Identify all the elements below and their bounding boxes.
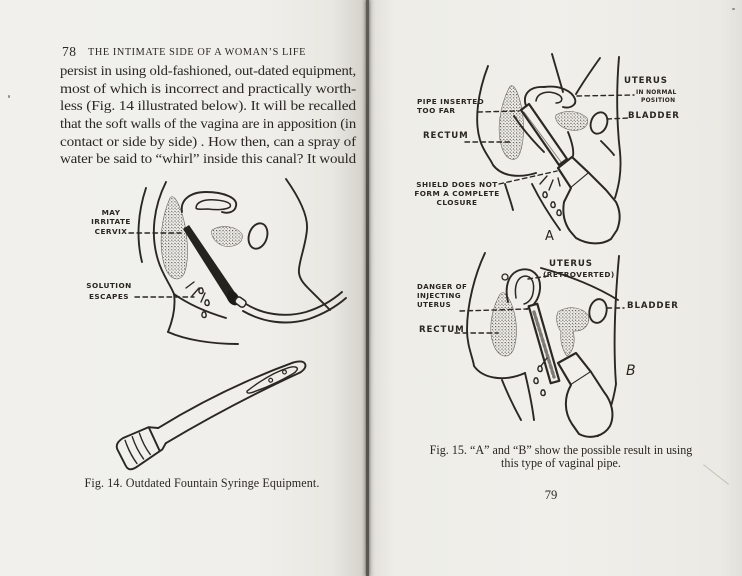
label-pipe-inserted: PIPE INSERTED TOO FAR bbox=[417, 97, 485, 116]
diagram-a-letter: A bbox=[545, 229, 554, 244]
body-line: most of which is incorrect and practically worth- bbox=[60, 80, 356, 96]
perineum-line bbox=[174, 294, 226, 318]
bladder-oval bbox=[588, 110, 611, 136]
thigh-line bbox=[532, 184, 560, 230]
lower-left-line bbox=[505, 184, 513, 210]
scan-speck bbox=[732, 8, 735, 10]
scan-speck bbox=[8, 95, 10, 98]
bladder-oval bbox=[587, 297, 609, 324]
fimbria-circle bbox=[502, 274, 508, 280]
leader-shield bbox=[499, 171, 557, 184]
sacrum-stipple bbox=[499, 86, 523, 160]
thigh-line-left bbox=[502, 380, 521, 420]
abdomen-line-right bbox=[576, 58, 600, 94]
uterus-cavity bbox=[196, 200, 230, 210]
body-line: contact or side by side) . How then, can a spray of bbox=[60, 133, 356, 149]
label-bladder-b: BLADDER bbox=[627, 301, 679, 311]
leader-danger bbox=[460, 309, 527, 311]
tip-cap bbox=[293, 358, 307, 373]
front-oval bbox=[245, 221, 270, 251]
body-line: persist in using old-fashioned, out-dated equipment, bbox=[60, 63, 356, 78]
label-danger-injecting: DANGER OF INJECTING UTERUS bbox=[417, 283, 468, 309]
sacrum-stipple bbox=[161, 197, 187, 279]
uterus-outline bbox=[525, 87, 575, 108]
handle-ridge bbox=[138, 433, 150, 455]
diagram-b-letter: B bbox=[626, 363, 636, 379]
fig14-caption: Fig. 14. Outdated Fountain Syringe Equipment. bbox=[84, 476, 320, 490]
body-paragraph bbox=[60, 62, 356, 168]
book-gutter-shadow bbox=[366, 0, 369, 576]
vesical-stipple bbox=[557, 308, 589, 356]
tube-bottom-edge bbox=[164, 371, 301, 443]
sacrum-stipple bbox=[491, 293, 517, 356]
body-line: that the soft walls of the vagina are in apposition (in bbox=[60, 116, 356, 132]
label-retroverted: (RETROVERTED) bbox=[543, 270, 615, 279]
thigh-line-right bbox=[525, 373, 534, 420]
pipe-inner-rod bbox=[534, 312, 554, 377]
uterus-retro-cavity bbox=[515, 276, 533, 304]
front-outline bbox=[615, 57, 621, 198]
handle-outline bbox=[114, 422, 170, 472]
thigh-line bbox=[168, 332, 238, 344]
label-bladder-a: BLADDER bbox=[628, 111, 680, 121]
fig15-caption-line1: Fig. 15. “A” and “B” show the possible result in using bbox=[429, 443, 693, 457]
body-line: less (Fig. 14 illustrated below). It will be recalled bbox=[60, 98, 356, 114]
pubic-stipple bbox=[212, 227, 243, 247]
label-in-normal: IN NORMAL bbox=[636, 90, 677, 96]
label-shield-closure: SHIELD DOES NOT FORM A COMPLETE CLOSURE bbox=[414, 180, 500, 207]
label-may-irritate-cervix: MAY IRRITATE CERVIX bbox=[91, 208, 131, 236]
fig14-syringe-drawing bbox=[95, 353, 335, 475]
label-uterus-a: UTERUS bbox=[624, 76, 668, 86]
front-outline bbox=[615, 256, 619, 384]
leader-bladder bbox=[607, 118, 629, 119]
inguinal-line bbox=[601, 141, 614, 155]
pubic-stipple bbox=[556, 111, 588, 130]
uterus-cavity bbox=[536, 92, 562, 103]
tube-top-edge bbox=[157, 358, 293, 431]
right-page-number: 79 bbox=[544, 488, 558, 502]
label-solution-escapes: SOLUTION ESCAPES bbox=[86, 281, 132, 301]
label-uterus-b: UTERUS bbox=[549, 259, 593, 269]
leak-spray bbox=[540, 176, 561, 216]
left-page-number: 78 bbox=[62, 44, 77, 59]
fig15-caption-line2: this type of vaginal pipe. bbox=[501, 455, 621, 470]
tip-hole bbox=[268, 378, 273, 383]
body-line: water be said to “whirl” inside this canal? It would bbox=[60, 151, 356, 167]
vaginal-wall-right bbox=[568, 132, 573, 156]
fig15-diagram-b bbox=[405, 252, 670, 437]
running-title: THE INTIMATE SIDE OF A WOMAN’S LIFE bbox=[88, 47, 306, 58]
front-outline bbox=[286, 179, 330, 310]
uterus-retro-outline bbox=[507, 269, 540, 309]
handle-step bbox=[148, 427, 161, 451]
label-rectum-b: RECTUM bbox=[419, 325, 465, 335]
fig14-pelvis-diagram bbox=[78, 172, 346, 350]
label-rectum-a: RECTUM bbox=[423, 131, 469, 141]
leader-uterus bbox=[577, 95, 634, 96]
fig15-caption bbox=[405, 444, 717, 470]
label-position: POSITION bbox=[641, 98, 676, 104]
back-fold-line bbox=[139, 188, 146, 262]
solution-spray bbox=[186, 282, 209, 318]
